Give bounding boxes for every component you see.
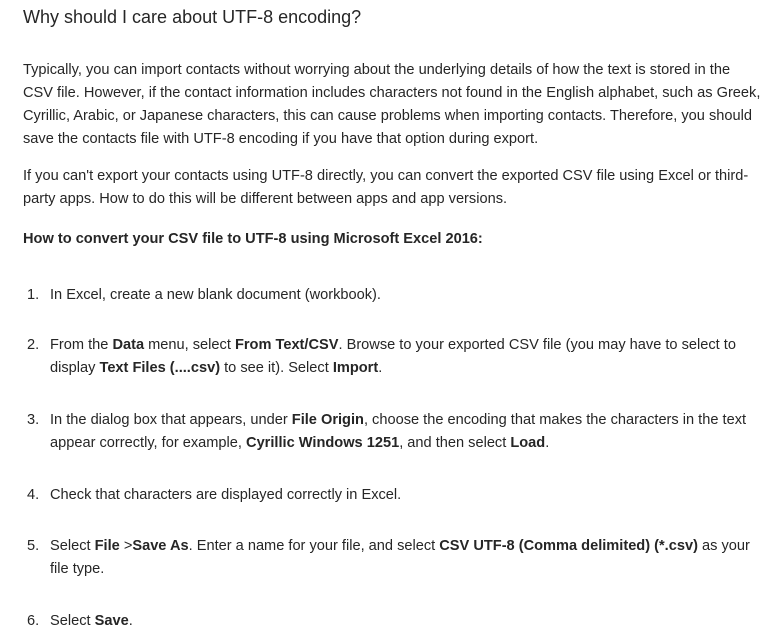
- step-text-part: , choose the encoding that makes the characters in the text appear correctly, for example,: [50, 412, 747, 451]
- step-2: [23, 334, 758, 380]
- step-number: 3.: [27, 412, 40, 428]
- step-text-part: . Browse to your exported CSV file (you may have to select to display: [50, 337, 736, 376]
- ui-term-text-files: Text Files (....csv): [99, 360, 221, 376]
- export-paragraph: If you can't export your contacts using UTF-8 directly, you can convert the exported CSV file using Excel or third-party apps. How to do this will be different between apps and app versions.: [23, 168, 749, 207]
- step-4: [23, 484, 758, 507]
- ui-term-data: Data: [112, 337, 145, 353]
- step-number: 1.: [27, 287, 40, 303]
- step-text-part: menu, select: [144, 337, 235, 353]
- ui-term-cyrillic-windows-1251: Cyrillic Windows 1251: [246, 435, 400, 451]
- section-title: Why should I care about UTF-8 encoding?: [23, 7, 362, 27]
- ui-term-file-origin: File Origin: [291, 412, 364, 428]
- ui-term-save-as: Save As: [132, 538, 189, 554]
- ui-term-import: Import: [332, 360, 379, 376]
- ui-term-csv-utf8: CSV UTF-8 (Comma delimited) (*.csv): [439, 538, 698, 554]
- step-text-part: as your file type.: [50, 538, 750, 577]
- step-text: [50, 484, 758, 507]
- step-text-part: .: [128, 613, 133, 629]
- step-text-part: In Excel, create a new blank document (workbook).: [50, 287, 381, 303]
- step-text-part: to see it). Select: [220, 360, 333, 376]
- step-text: [50, 610, 758, 633]
- step-text: [50, 284, 758, 307]
- ui-term-from-text-csv: From Text/CSV: [234, 337, 339, 353]
- step-text-part: >: [119, 538, 133, 554]
- step-text: [50, 535, 758, 581]
- step-5: [23, 535, 758, 581]
- step-text-part: In the dialog box that appears, under: [50, 412, 292, 428]
- step-text-part: Select: [50, 538, 95, 554]
- step-text-part: .: [545, 435, 550, 451]
- step-text-part: . Enter a name for your file, and select: [188, 538, 440, 554]
- step-text-part: .: [378, 360, 383, 376]
- step-text-part: Select: [50, 613, 95, 629]
- step-number: 4.: [27, 487, 40, 503]
- step-number: 6.: [27, 613, 40, 629]
- step-text: [50, 409, 758, 455]
- step-1: [23, 284, 758, 307]
- ui-term-file: File: [94, 538, 120, 554]
- instructions-heading: How to convert your CSV file to UTF-8 using Microsoft Excel 2016:: [23, 231, 483, 247]
- ui-term-load: Load: [510, 435, 546, 451]
- step-text-part: , and then select: [399, 435, 511, 451]
- step-text-part: Check that characters are displayed correctly in Excel.: [50, 487, 402, 503]
- ui-term-save: Save: [94, 613, 129, 629]
- step-text-part: From the: [50, 337, 113, 353]
- step-number: 2.: [27, 337, 40, 353]
- step-6: [23, 610, 758, 633]
- step-3: [23, 409, 758, 455]
- step-number: 5.: [27, 538, 40, 554]
- intro-paragraph: Typically, you can import contacts without worrying about the underlying details of how the text is stored in the CSV file. However, if the contact information includes characters not found in the English alphabet, such as Greek, Cyrillic, Arabic, or Japanese characters, this can cause problems when importing contacts. Therefore, you should save the contacts file with UTF-8 encoding if you have that option during export.: [23, 62, 761, 147]
- step-text: [50, 334, 758, 380]
